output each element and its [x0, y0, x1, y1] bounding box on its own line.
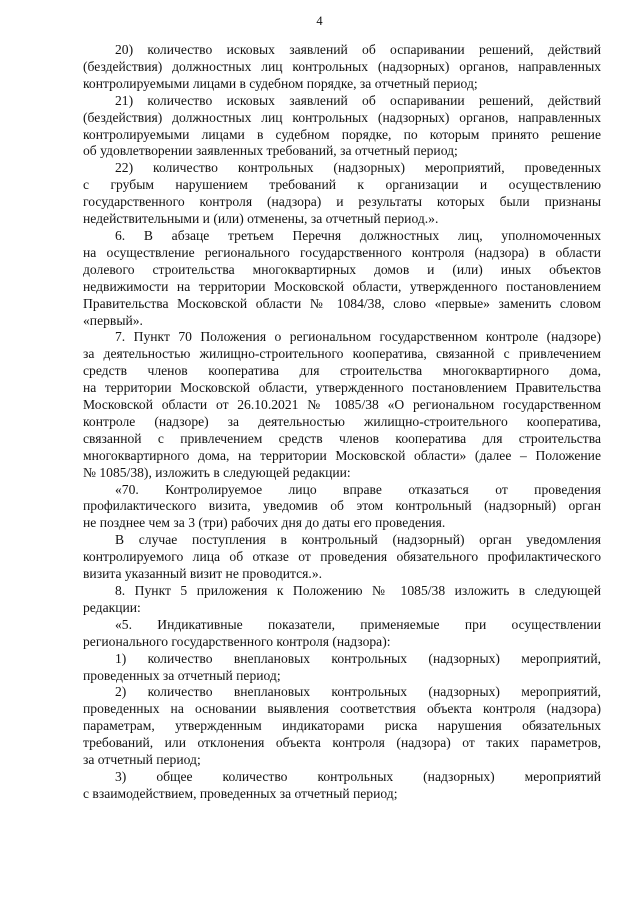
text-line: об удовлетворении заявленных требований, за отчетный период; [83, 143, 458, 159]
text-line: 22) количество контрольных (надзорных) мероприятий, проведенных [115, 160, 601, 176]
text-line: контроле (надзоре) за деятельностью жилищно-строительного кооператива, [83, 413, 601, 429]
text-line: редакции: [83, 599, 141, 615]
text-line: 21) количество исковых заявлений об оспаривании решений, действий [115, 92, 601, 108]
text-line: «5. Индикативные показатели, применяемые при осуществлении [115, 616, 601, 632]
text-line: требований, или отклонения объекта контроля (надзора) от таких параметров, [83, 735, 601, 751]
text-line: на осуществление регионального государственного контроля (надзора) в области [83, 244, 601, 260]
text-line: «70. Контролируемое лицо вправе отказаться от проведения [115, 481, 601, 497]
text-line: (бездействия) должностных лиц контрольных (надзорных) органов, направленных [83, 58, 601, 74]
text-line: 3) общее количество контрольных (надзорных) мероприятий [115, 768, 601, 784]
text-line: Правительства Московской области № 1084/38, слово «первые» заменить словом [83, 295, 601, 311]
paragraph-i3 [83, 769, 601, 803]
paragraph-p5 [83, 617, 601, 651]
paragraph-p22 [83, 160, 601, 228]
text-line: проведенных за отчетный период; [83, 667, 281, 683]
page-number: 4 [316, 14, 323, 28]
document-body [83, 42, 601, 803]
text-line: 8. Пункт 5 приложения к Положению № 1085/38 изложить в следующей [115, 583, 601, 598]
text-line: регионального государственного контроля (надзора): [83, 633, 391, 649]
text-line: 6. В абзаце третьем Перечня должностных лиц, уполномоченных [115, 227, 601, 243]
paragraph-p70b [83, 532, 601, 583]
text-line: долевого строительства многоквартирных домов и (или) иных объектов [83, 261, 601, 277]
paragraph-p70 [83, 482, 601, 533]
text-line: 2) количество внеплановых контрольных (надзорных) мероприятий, [115, 684, 601, 700]
text-line: № 1085/38), изложить в следующей редакции: [83, 464, 351, 480]
paragraph-p6 [83, 228, 601, 329]
text-line: (бездействия) должностных лиц контрольных (надзорных) органов, направленных [83, 109, 601, 125]
text-line: государственного контроля (надзора) и результаты которых были признаны [83, 194, 601, 210]
text-line: проведенных на основании выявления соответствия объекта контроля (надзора) [83, 701, 601, 717]
text-line: 20) количество исковых заявлений об оспаривании решений, действий [115, 42, 601, 57]
text-line: с взаимодействием, проведенных за отчетный период; [83, 785, 398, 801]
paragraph-i1 [83, 651, 601, 685]
text-line: недвижимости на территории Московской области, утвержденного постановлением [83, 278, 601, 294]
text-line: контролируемыми лицами в судебном порядке, по которым принято решение [83, 126, 601, 142]
text-line: средств членов кооператива для строительства многоквартирного дома, [83, 363, 601, 379]
paragraph-p21 [83, 93, 601, 161]
text-line: многоквартирного дома, на территории Московской области» (далее – Положение [83, 447, 601, 463]
text-line: связанной с привлечением средств членов кооператива для строительства [83, 430, 601, 446]
text-line: профилактического визита, уведомив об этом контрольный (надзорный) орган [83, 498, 601, 514]
text-line: не позднее чем за 3 (три) рабочих дня до даты его проведения. [83, 515, 446, 531]
text-line: Московской области от 26.10.2021 № 1085/38 «О региональном государственном [83, 397, 601, 413]
text-line: визита указанный визит не проводится.». [83, 566, 323, 582]
text-line: контролируемыми лицами в судебном порядке, за отчетный период; [83, 75, 478, 91]
text-line: за отчетный период; [83, 752, 201, 768]
paragraph-i2 [83, 684, 601, 769]
text-line: контролируемого лица об отказе от проведения обязательного профилактического [83, 549, 601, 565]
text-line: 7. Пункт 70 Положения о региональном государственном контроле (надзоре) [115, 329, 601, 345]
paragraph-p20 [83, 42, 601, 93]
paragraph-p8 [83, 583, 601, 617]
text-line: недействительными и (или) отменены, за отчетный период.». [83, 211, 439, 227]
text-line: за деятельностью жилищно-строительного кооператива, связанной с привлечением [83, 346, 601, 362]
text-line: на территории Московской области, утвержденного постановлением Правительства [83, 380, 601, 396]
text-line: «первый». [83, 312, 143, 328]
text-line: В случае поступления в контрольный (надзорный) орган уведомления [115, 532, 601, 548]
text-line: с грубым нарушением требований к организации и осуществлению [83, 177, 601, 193]
text-line: параметрам, утвержденным индикаторами риска нарушения обязательных [83, 718, 601, 734]
paragraph-p7 [83, 329, 601, 481]
text-line: 1) количество внеплановых контрольных (надзорных) мероприятий, [115, 650, 601, 666]
